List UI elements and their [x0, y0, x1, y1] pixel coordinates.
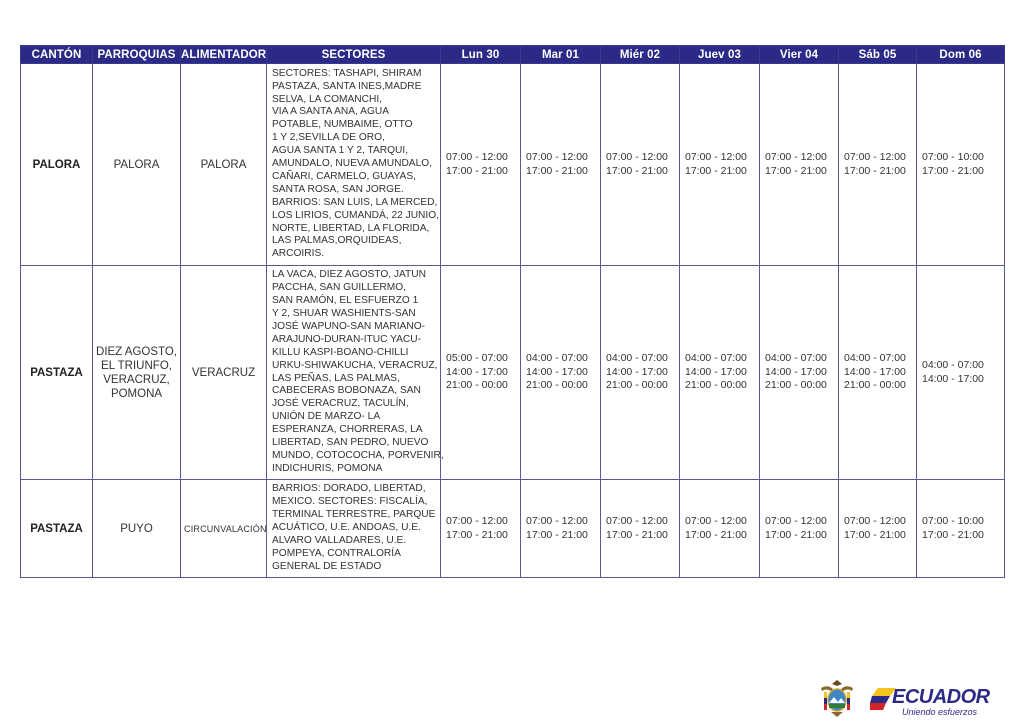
- parroquia-line: PUYO: [120, 522, 153, 535]
- time-slot: 14:00 - 17:00: [446, 365, 508, 378]
- sector-line: PASTAZA, SANTA INES,MADRE: [272, 80, 422, 92]
- time-slot: 17:00 - 21:00: [526, 164, 588, 177]
- time-slot: 14:00 - 17:00: [844, 365, 906, 378]
- time-slot: 17:00 - 21:00: [844, 528, 906, 541]
- header-day-2: Mar 01: [521, 46, 601, 64]
- time-slot: 21:00 - 00:00: [765, 379, 827, 392]
- header-parroquias: PARROQUIAS: [93, 46, 181, 64]
- schedule-cell-day-4: [680, 64, 760, 266]
- alimentador-cell: CIRCUNVALACIÓN: [181, 480, 267, 578]
- ecuador-brand-logo: [870, 686, 990, 720]
- time-slot: 04:00 - 07:00: [606, 352, 668, 365]
- sector-line: ACUÁTICO, U.E. ANDOAS, U.E.: [272, 522, 421, 534]
- sector-line: BARRIOS: DORADO, LIBERTAD,: [272, 483, 426, 495]
- header-day-7: Dom 06: [917, 46, 1005, 64]
- time-slot: 17:00 - 21:00: [922, 528, 984, 541]
- sector-line: Y 2, SHUAR WASHIENTS-SAN: [272, 307, 416, 319]
- sector-line: UNIÓN DE MARZO- LA: [272, 411, 381, 423]
- schedule-cell-day-1: [441, 480, 521, 578]
- time-slot: 04:00 - 07:00: [526, 352, 588, 365]
- header-day-4: Juev 03: [680, 46, 760, 64]
- sector-line: SELVA, LA COMANCHI,: [272, 93, 383, 105]
- power-cut-schedule-table: [20, 45, 1005, 578]
- sector-line: LA VACA, DIEZ AGOSTO, JATUN: [272, 269, 426, 281]
- sectores-cell: [267, 266, 444, 480]
- sector-line: LOS LIRIOS, CUMANDÁ, 22 JUNIO,: [272, 209, 439, 221]
- sector-line: AGUA SANTA 1 Y 2, TARQUI,: [272, 145, 409, 157]
- header-alimentador: ALIMENTADOR: [181, 46, 267, 64]
- time-slot: 07:00 - 12:00: [446, 515, 508, 527]
- schedule-cell-day-6: [839, 266, 917, 480]
- sector-line: BARRIOS: SAN LUIS, LA MERCED,: [272, 196, 438, 208]
- sector-line: LAS PEÑAS, LAS PALMAS,: [272, 372, 400, 384]
- table-header-row: [21, 46, 1005, 64]
- sector-line: SAN RAMÓN, EL ESFUERZO 1: [272, 295, 419, 307]
- time-slot: 07:00 - 12:00: [685, 515, 747, 527]
- brand-tagline: Uniendo esfuerzos: [902, 707, 978, 717]
- time-slot: 14:00 - 17:00: [765, 365, 827, 378]
- schedule-cell-day-5: [760, 64, 839, 266]
- brand-name: ECUADOR: [892, 686, 990, 708]
- sector-line: VIA A SANTA ANA, AGUA: [272, 106, 390, 118]
- time-slot: 04:00 - 07:00: [685, 352, 747, 365]
- time-slot: 07:00 - 10:00: [922, 515, 984, 527]
- sector-line: SANTA ROSA, SAN JORGE.: [272, 183, 404, 195]
- time-slot: 05:00 - 07:00: [446, 352, 508, 365]
- sector-line: MUNDO, COTOCOCHA, PORVENIR,: [272, 449, 444, 461]
- sector-line: SECTORES: TASHAPI, SHIRAM: [272, 67, 422, 79]
- parroquias-cell: [93, 266, 181, 480]
- sectores-cell: [267, 480, 441, 578]
- schedule-cell-day-6: [839, 480, 917, 578]
- sector-line: CABECERAS BOBONAZA, SAN: [272, 385, 421, 397]
- time-slot: 21:00 - 00:00: [685, 379, 747, 392]
- time-slot: 14:00 - 17:00: [685, 365, 747, 378]
- sector-line: ARAJUNO-DURAN-ITUC YACU-: [272, 333, 422, 345]
- time-slot: 07:00 - 12:00: [844, 515, 906, 527]
- time-slot: 07:00 - 12:00: [526, 515, 588, 527]
- schedule-cell-day-3: [601, 64, 680, 266]
- table-row: [21, 64, 1005, 266]
- header-day-6: Sáb 05: [839, 46, 917, 64]
- sector-line: AMUNDALO, NUEVA AMUNDALO,: [272, 158, 433, 170]
- time-slot: 07:00 - 12:00: [844, 151, 906, 163]
- time-slot: 14:00 - 17:00: [606, 365, 668, 378]
- canton-cell: PALORA: [21, 64, 93, 266]
- schedule-cell-day-6: [839, 64, 917, 266]
- parroquias-cell: [93, 480, 181, 578]
- sector-line: POMPEYA, CONTRALORÍA: [272, 547, 401, 559]
- table-row: [21, 480, 1005, 578]
- time-slot: 07:00 - 12:00: [685, 151, 747, 163]
- schedule-cell-day-7: [917, 480, 1005, 578]
- schedule-cell-day-2: [521, 266, 601, 480]
- time-slot: 17:00 - 21:00: [446, 164, 508, 177]
- schedule-cell-day-7: [917, 64, 1005, 266]
- alimentador-cell: PALORA: [181, 64, 267, 266]
- time-slot: 21:00 - 00:00: [844, 379, 906, 392]
- sector-line: ALVARO VALLADARES, U.E.: [272, 534, 407, 546]
- sector-line: JOSÉ WAPUNO-SAN MARIANO-: [272, 320, 426, 332]
- sector-line: NORTE, LIBERTAD, LA FLORIDA,: [272, 222, 430, 234]
- schedule-cell-day-1: [441, 266, 521, 480]
- sector-line: JOSÉ VERACRUZ, TACULÍN,: [272, 398, 409, 410]
- time-slot: 17:00 - 21:00: [922, 164, 984, 177]
- time-slot: 17:00 - 21:00: [765, 164, 827, 177]
- sector-line: GENERAL DE ESTADO: [272, 560, 382, 572]
- schedule-cell-day-5: [760, 480, 839, 578]
- schedule-cell-day-3: [601, 480, 680, 578]
- coat-of-arms-icon: [818, 678, 856, 718]
- schedule-cell-day-2: [521, 480, 601, 578]
- time-slot: 07:00 - 12:00: [606, 151, 668, 163]
- parroquia-line: EL TRIUNFO,: [101, 359, 172, 372]
- sector-line: LAS PALMAS,ORQUIDEAS,: [272, 235, 402, 247]
- parroquia-line: VERACRUZ,: [103, 373, 170, 386]
- time-slot: 14:00 - 17:00: [922, 372, 984, 385]
- time-slot: 21:00 - 00:00: [526, 379, 588, 392]
- sector-line: PACCHA, SAN GUILLERMO,: [272, 282, 406, 294]
- sector-line: CAÑARI, CARMELO, GUAYAS,: [272, 170, 416, 182]
- time-slot: 07:00 - 10:00: [922, 151, 984, 163]
- time-slot: 21:00 - 00:00: [606, 379, 668, 392]
- time-slot: 17:00 - 21:00: [606, 164, 668, 177]
- alimentador-cell: VERACRUZ: [181, 266, 267, 480]
- time-slot: 21:00 - 00:00: [446, 379, 508, 392]
- time-slot: 17:00 - 21:00: [685, 164, 747, 177]
- sector-line: KILLU KASPI-BOANO-CHILLI: [272, 346, 409, 358]
- time-slot: 07:00 - 12:00: [526, 151, 588, 163]
- schedule-cell-day-7: [917, 266, 1005, 480]
- sector-line: ESPERANZA, CHORRERAS, LA: [272, 424, 423, 436]
- schedule-cell-day-4: [680, 480, 760, 578]
- time-slot: 04:00 - 07:00: [922, 359, 984, 371]
- time-slot: 07:00 - 12:00: [765, 151, 827, 163]
- sector-line: INDICHURIS, POMONA: [272, 462, 383, 474]
- time-slot: 17:00 - 21:00: [446, 528, 508, 541]
- schedule-cell-day-5: [760, 266, 839, 480]
- time-slot: 17:00 - 21:00: [526, 528, 588, 541]
- sectores-cell: [267, 64, 441, 266]
- header-canton: CANTÓN: [21, 46, 93, 64]
- header-day-3: Miér 02: [601, 46, 680, 64]
- time-slot: 17:00 - 21:00: [606, 528, 668, 541]
- header-day-1: Lun 30: [441, 46, 521, 64]
- sector-line: 1 Y 2,SEVILLA DE ORO,: [272, 132, 385, 144]
- time-slot: 17:00 - 21:00: [844, 164, 906, 177]
- time-slot: 04:00 - 07:00: [765, 352, 827, 365]
- parroquia-line: POMONA: [110, 387, 163, 400]
- sector-line: MEXICO. SECTORES: FISCALÍA,: [272, 496, 428, 508]
- sector-line: TERMINAL TERRESTRE, PARQUE: [272, 509, 436, 521]
- time-slot: 17:00 - 21:00: [765, 528, 827, 541]
- schedule-cell-day-2: [521, 64, 601, 266]
- header-day-5: Vier 04: [760, 46, 839, 64]
- time-slot: 14:00 - 17:00: [526, 365, 588, 378]
- canton-cell: PASTAZA: [21, 480, 93, 578]
- sector-line: LIBERTAD, SAN PEDRO, NUEVO: [272, 437, 429, 449]
- parroquia-line: DIEZ AGOSTO,: [96, 345, 177, 358]
- time-slot: 07:00 - 12:00: [606, 515, 668, 527]
- schedule-cell-day-3: [601, 266, 680, 480]
- schedule-cell-day-1: [441, 64, 521, 266]
- time-slot: 04:00 - 07:00: [844, 352, 906, 365]
- canton-cell: PASTAZA: [21, 266, 93, 480]
- sector-line: URKU-SHIWAKUCHA, VERACRUZ,: [272, 359, 438, 371]
- time-slot: 17:00 - 21:00: [685, 528, 747, 541]
- schedule-cell-day-4: [680, 266, 760, 480]
- sector-line: POTABLE, NUMBAIME, OTTO: [272, 119, 413, 131]
- parroquia-line: PALORA: [113, 158, 160, 171]
- header-sectores: SECTORES: [267, 46, 441, 64]
- table-row: [21, 266, 1005, 480]
- time-slot: 07:00 - 12:00: [446, 151, 508, 163]
- parroquias-cell: [93, 64, 181, 266]
- time-slot: 07:00 - 12:00: [765, 515, 827, 527]
- sector-line: ARCOIRIS.: [272, 248, 325, 260]
